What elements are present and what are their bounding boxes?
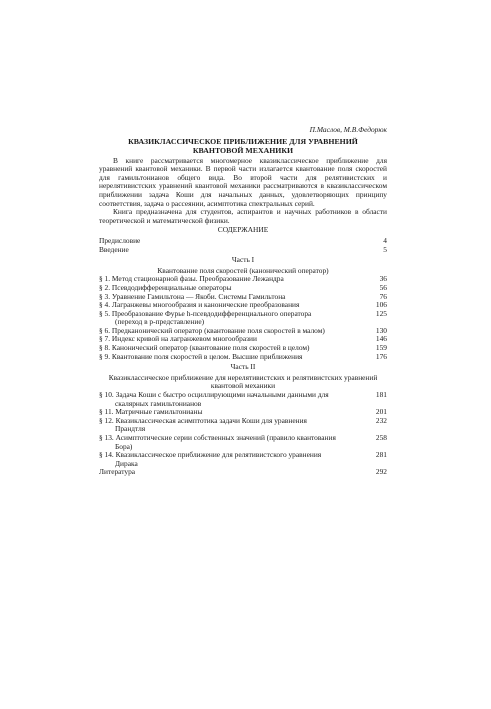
toc-entry-page: 76 (379, 291, 387, 301)
book-title-line-2: КВАНТОВОЙ МЕХАНИКИ (192, 145, 294, 155)
toc-entry-title-block (99, 451, 365, 468)
part-1-subtitle: Квантование поля скоростей (канонический оператор) (157, 265, 329, 275)
toc-entry-title: Литература (99, 467, 136, 477)
toc-entry-title: § 14. Квазиклассическое приближение для релятивистского уравнения (99, 450, 322, 460)
toc-entry-page: 181 (375, 390, 387, 400)
toc-entry-title-block (99, 246, 365, 255)
part-1-list (99, 275, 387, 361)
toc-entry-page: 5 (383, 244, 387, 254)
document-page (99, 126, 387, 477)
toc-entry-page: 130 (375, 325, 387, 335)
toc-entry-subtitle: Дирака (115, 458, 138, 468)
part-2-list (99, 391, 387, 468)
toc-entry-title: § 6. Предканонический оператор (квантование поля скоростей в малом) (99, 325, 325, 335)
toc-entry-page: 281 (375, 450, 387, 460)
toc-entry (99, 246, 387, 255)
toc-entry-page: 36 (379, 274, 387, 284)
toc-entry-title-block (99, 468, 365, 477)
toc-entry-subtitle: Прандтля (115, 424, 146, 434)
contents-heading: СОДЕРЖАНИЕ (217, 225, 269, 235)
toc-entry-page: 258 (375, 433, 387, 442)
toc-entry-title: § 4. Лагранжевы многообразия и канонические преобразования (99, 300, 300, 310)
front-matter-list (99, 237, 387, 254)
abstract-paragraph: В книге рассматривается многомерное квазиклассическое приближение для уравнений квантовой механики. В первой части излагается квантование поля скоростей для гамильтонианов общего вида. Во второй части для релятивистских и нерелятивистских уравнений квантовой механики рассматриваются в квазиклассическом приближении задача Коши для начальных данных, удовлетворяющих принципу соответствия, задача о рассеянии, асимптотика спектральных серий. (99, 155, 387, 208)
toc-entry-title: § 8. Канонический оператор (квантование поля скоростей в целом) (99, 343, 310, 353)
part-2-label: Часть II (230, 362, 256, 372)
abstract (99, 157, 387, 226)
toc-entry (99, 353, 387, 362)
toc-entry (99, 451, 387, 468)
toc-entry-page: 232 (375, 415, 387, 425)
toc-entry-title: § 7. Индекс кривой на лагранжевом многообразии (99, 334, 257, 344)
back-matter-list (99, 468, 387, 477)
toc-entry (99, 310, 387, 327)
toc-entry (99, 434, 387, 451)
toc-entry-title-block (99, 353, 365, 362)
toc-entry-title: § 13. Асимптотические серии собственных значений (правило квантования (99, 433, 336, 442)
toc-entry-title: § 10. Задача Коши с быстро осциллирующими начальными данными для (99, 390, 329, 400)
authors: П.Маслов, М.В.Федорюк (309, 125, 387, 134)
toc-entry (99, 468, 387, 477)
toc-entry-title-block (99, 434, 365, 451)
toc-entry-page: 125 (375, 308, 387, 318)
toc-entry-subtitle: (переход в p-представление) (115, 317, 205, 327)
toc-entry-title-block (99, 417, 365, 434)
book-title (99, 137, 387, 155)
toc-entry-title: Предисловие (99, 235, 141, 245)
book-title-line-1: КВАЗИКЛАССИЧЕСКОЕ ПРИБЛИЖЕНИЕ ДЛЯ УРАВНЕНИЙ (128, 136, 358, 146)
toc-entry-title: § 11. Матричные гамильтонианы (99, 407, 203, 417)
toc-entry (99, 237, 387, 246)
part-2-subtitle: Квазиклассическое приближение для нерелятивистских и релятивистских уравнений квантовой механики (108, 372, 378, 391)
toc-entry-page: 292 (375, 467, 387, 477)
toc-entry-title-block (99, 391, 365, 408)
toc-entry-subtitle: Бора) (115, 441, 133, 451)
toc-entry-page: 106 (375, 300, 387, 310)
toc-entry-page: 146 (375, 334, 387, 344)
toc-entry-title: § 12. Квазиклассическая асимптотика задачи Коши для уравнения (99, 415, 307, 425)
toc-entry-title-block (99, 310, 365, 327)
part-1-label: Часть I (231, 255, 255, 265)
abstract-paragraph: Книга предназначена для студентов, аспирантов и научных работников в области теоретической и математической физики. (99, 207, 387, 225)
toc-entry-page: 176 (375, 351, 387, 361)
toc-entry-page: 56 (379, 282, 387, 292)
toc-entry (99, 391, 387, 408)
toc-entry-subtitle: скалярных гамильтонианов (115, 398, 202, 408)
toc-entry-title-block (99, 237, 365, 246)
toc-entry-title: Введение (99, 244, 129, 254)
toc-entry-page: 159 (375, 343, 387, 353)
toc-entry-title: § 1. Метод стационарной фазы. Преобразование Лежандра (99, 274, 284, 284)
toc-entry-page: 201 (375, 407, 387, 417)
toc-entry-page: 4 (383, 235, 387, 245)
toc-entry (99, 417, 387, 434)
toc-entry-title: § 2. Псевдодифференциальные операторы (99, 282, 232, 292)
toc-entry-title: § 3. Уравнение Гамильтона — Якоби. Системы Гамильтона (99, 291, 286, 301)
toc-entry-title: § 5. Преобразование Фурье h-псевдодифференциального оператора (99, 308, 312, 318)
toc-entry-title: § 9. Квантование поля скоростей в целом. Высшие приближения (99, 351, 303, 361)
